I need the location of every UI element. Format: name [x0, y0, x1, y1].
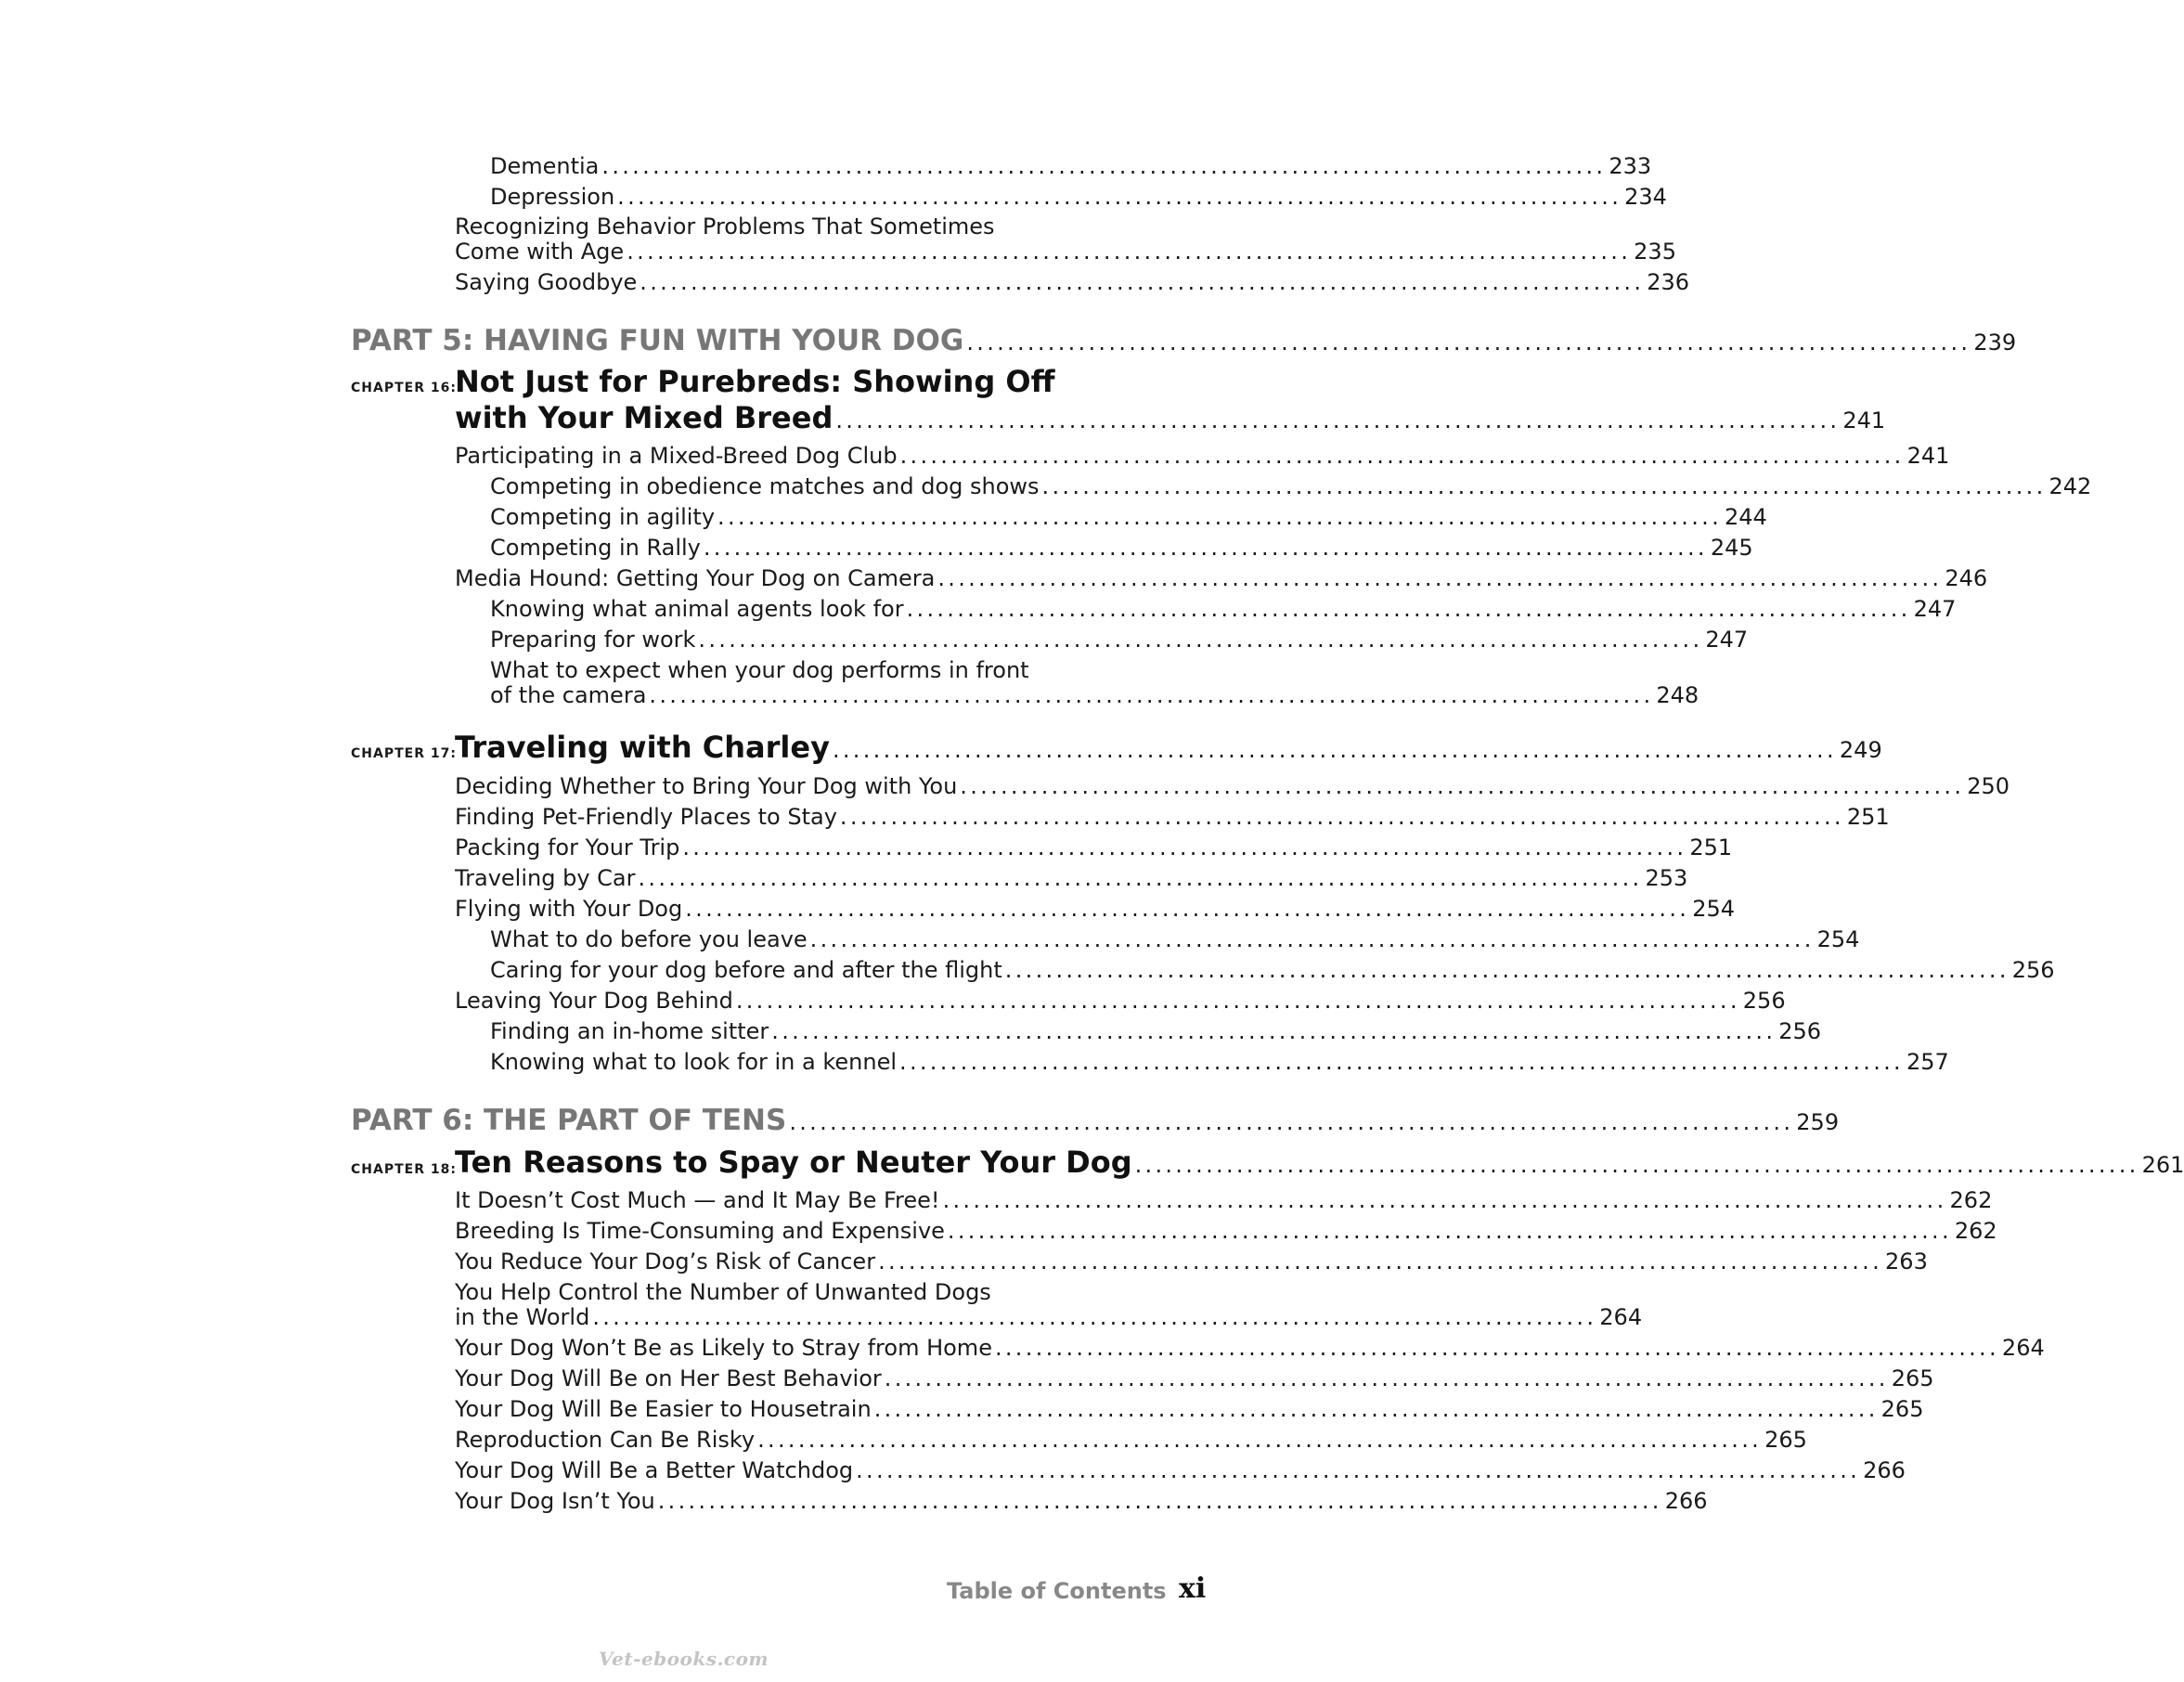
- toc-entry: [455, 565, 1988, 591]
- toc-entry: [455, 269, 1690, 295]
- page-number: 241: [1842, 408, 1886, 433]
- page-number: 251: [1689, 835, 1733, 860]
- chapter-label: CHAPTER 17:: [351, 746, 457, 761]
- dot-leader: ...................................................................................................: [649, 682, 1654, 708]
- page-number: 251: [1846, 804, 1890, 830]
- chapter-title-line2: with Your Mixed Breed: [455, 400, 834, 435]
- entry-title: You Reduce Your Dog’s Risk of Cancer: [455, 1249, 876, 1274]
- page-number: 256: [1778, 1018, 1822, 1044]
- toc-entry: [490, 184, 1667, 210]
- page-number: 262: [1949, 1187, 1993, 1213]
- toc-entry: [490, 153, 1652, 179]
- entry-title: Flying with Your Dog: [455, 896, 683, 922]
- entry-title: Preparing for work: [490, 627, 696, 653]
- toc-entry: [455, 865, 1688, 891]
- dot-leader: ...................................................................................................: [839, 804, 1844, 830]
- chapter-title-line1: Not Just for Purebreds: Showing Off: [455, 364, 1055, 399]
- entry-title-line2: Come with Age: [455, 239, 625, 265]
- toc-entry: [490, 1018, 1822, 1044]
- dot-leader: ...................................................................................................: [601, 153, 1607, 179]
- dot-leader: ...................................................................................................: [856, 1457, 1861, 1483]
- page-number: 250: [1967, 773, 2010, 799]
- dot-leader: ...................................................................................................: [960, 773, 1965, 799]
- toc-entry: [490, 473, 2092, 499]
- toc-entry: [455, 1488, 1708, 1514]
- entry-title: Saying Goodbye: [455, 269, 638, 295]
- chapter-heading: [455, 1145, 2184, 1180]
- dot-leader: ...................................................................................................: [682, 835, 1687, 860]
- dot-leader: ...................................................................................................: [832, 737, 1837, 763]
- entry-title: Finding an in-home sitter: [490, 1018, 769, 1044]
- entry-title: Depression: [490, 184, 615, 210]
- dot-leader: ...................................................................................................: [617, 184, 1622, 210]
- toc-entry: [490, 682, 1699, 708]
- page-number: 256: [1742, 988, 1786, 1014]
- page-number: 264: [1599, 1304, 1643, 1330]
- entry-title: Competing in agility: [490, 504, 716, 530]
- page-number: 256: [2011, 957, 2055, 983]
- dot-leader: ...................................................................................................: [966, 330, 1971, 356]
- entry-title-line2: in the World: [455, 1304, 590, 1330]
- entry-title: It Doesn’t Cost Much — and It May Be Free!: [455, 1187, 940, 1213]
- dot-leader: ...................................................................................................: [640, 269, 1645, 295]
- toc-entry: [455, 443, 1950, 469]
- page-number: 234: [1624, 184, 1667, 210]
- chapter-title: Ten Reasons to Spay or Neuter Your Dog: [455, 1145, 1132, 1180]
- chapter-heading: [455, 730, 1882, 765]
- entry-title: Competing in Rally: [490, 535, 701, 561]
- dot-leader: ...................................................................................................: [899, 1049, 1904, 1075]
- dot-leader: ...................................................................................................: [592, 1304, 1597, 1330]
- toc-entry: [490, 596, 1957, 622]
- entry-title: Finding Pet-Friendly Places to Stay: [455, 804, 837, 830]
- page-number: 254: [1692, 896, 1736, 922]
- dot-leader: ...................................................................................................: [947, 1218, 1952, 1244]
- page-number: 247: [1913, 596, 1957, 622]
- dot-leader: ...................................................................................................: [809, 926, 1815, 952]
- entry-title: Deciding Whether to Bring Your Dog with You: [455, 773, 958, 799]
- dot-leader: ...................................................................................................: [937, 565, 1943, 591]
- dot-leader: ...................................................................................................: [884, 1365, 1889, 1391]
- page-number: 235: [1634, 239, 1676, 265]
- dot-leader: ...................................................................................................: [757, 1427, 1763, 1453]
- watermark: Vet-ebooks.com: [599, 1648, 769, 1670]
- entry-title: Traveling by Car: [455, 865, 636, 891]
- page-number: 265: [1880, 1396, 1924, 1422]
- page-number: 265: [1764, 1427, 1807, 1453]
- page-folio: xi: [1179, 1572, 1207, 1605]
- entry-title: Breeding Is Time-Consuming and Expensive: [455, 1218, 945, 1244]
- dot-leader: ...................................................................................................: [878, 1249, 1883, 1274]
- chapter-heading: [455, 400, 1886, 435]
- chapter-label: CHAPTER 18:: [351, 1162, 457, 1177]
- page-number: 233: [1609, 153, 1652, 179]
- entry-title-line2: of the camera: [490, 682, 647, 708]
- entry-title-line1: What to expect when your dog performs in front: [490, 657, 1029, 683]
- entry-title-line1: Recognizing Behavior Problems That Sometimes: [455, 213, 995, 239]
- page-number: 239: [1973, 330, 2017, 356]
- toc-entry: [455, 1427, 1807, 1453]
- page-number: 265: [1891, 1365, 1934, 1391]
- running-footer: Table of Contents: [947, 1578, 1167, 1604]
- toc-entry: [455, 896, 1736, 922]
- toc-entry: [455, 1304, 1643, 1330]
- dot-leader: ...................................................................................................: [899, 443, 1905, 469]
- dot-leader: ...................................................................................................: [835, 408, 1841, 433]
- page-number: 262: [1954, 1218, 1997, 1244]
- toc-entry: [455, 1457, 1906, 1483]
- page-number: 246: [1945, 565, 1988, 591]
- entry-title: Packing for Your Trip: [455, 835, 680, 860]
- page-number: 266: [1863, 1457, 1906, 1483]
- entry-title: Your Dog Will Be on Her Best Behavior: [455, 1365, 882, 1391]
- page-number: 257: [1906, 1049, 1949, 1075]
- toc-entry: [455, 988, 1786, 1014]
- toc-entry: [455, 835, 1733, 860]
- page-number: 244: [1725, 504, 1767, 530]
- page-number: 242: [2048, 473, 2092, 499]
- page-number: 241: [1906, 443, 1950, 469]
- page-number: 264: [2001, 1335, 2045, 1361]
- toc-entry: [490, 926, 1860, 952]
- toc-entry: [455, 1335, 2045, 1361]
- toc-entry: [455, 239, 1676, 265]
- page-number: 245: [1710, 535, 1753, 561]
- toc-entry: [455, 1187, 1993, 1213]
- part-title: PART 5: HAVING FUN WITH YOUR DOG: [351, 324, 964, 357]
- part-title: PART 6: THE PART OF TENS: [351, 1104, 787, 1137]
- entry-title: Knowing what animal agents look for: [490, 596, 904, 622]
- toc-entry: [455, 1249, 1928, 1274]
- entry-title: Reproduction Can Be Risky: [455, 1427, 756, 1453]
- part-heading: [351, 324, 2017, 357]
- toc-entry: [490, 504, 1767, 530]
- entry-title: Knowing what to look for in a kennel: [490, 1049, 898, 1075]
- toc-entry: [455, 1365, 1934, 1391]
- chapter-title: Traveling with Charley: [455, 730, 830, 765]
- dot-leader: ...................................................................................................: [685, 896, 1690, 922]
- toc-entry: [490, 535, 1753, 561]
- entry-title: Your Dog Will Be Easier to Housetrain: [455, 1396, 872, 1422]
- entry-title: Your Dog Isn’t You: [455, 1488, 655, 1514]
- page-number: 254: [1816, 926, 1860, 952]
- entry-title: Participating in a Mixed-Breed Dog Club: [455, 443, 898, 469]
- dot-leader: ...................................................................................................: [717, 504, 1723, 530]
- toc-entry: [490, 957, 2055, 983]
- toc-entry: [455, 1396, 1924, 1422]
- dot-leader: ...................................................................................................: [1134, 1152, 2139, 1178]
- dot-leader: ...................................................................................................: [789, 1109, 1794, 1135]
- toc-entry: [455, 804, 1890, 830]
- page-number: 247: [1705, 627, 1749, 653]
- entry-title: Media Hound: Getting Your Dog on Camera: [455, 565, 936, 591]
- page-number: 261: [2141, 1152, 2184, 1178]
- dot-leader: ...................................................................................................: [657, 1488, 1662, 1514]
- entry-title: What to do before you leave: [490, 926, 808, 952]
- dot-leader: ...................................................................................................: [735, 988, 1740, 1014]
- toc-entry: [455, 773, 2010, 799]
- dot-leader: ...................................................................................................: [873, 1396, 1879, 1422]
- page-number: 259: [1796, 1109, 1840, 1135]
- entry-title: Caring for your dog before and after the flight: [490, 957, 1002, 983]
- dot-leader: ...................................................................................................: [771, 1018, 1777, 1044]
- entry-title: Dementia: [490, 153, 600, 179]
- toc-entry: [490, 1049, 1949, 1075]
- toc-entry: [490, 627, 1749, 653]
- entry-title: Your Dog Will Be a Better Watchdog: [455, 1457, 854, 1483]
- part-heading: [351, 1104, 1840, 1137]
- dot-leader: ...................................................................................................: [994, 1335, 1999, 1361]
- dot-leader: ...................................................................................................: [906, 596, 1911, 622]
- entry-title: Leaving Your Dog Behind: [455, 988, 733, 1014]
- page-number: 236: [1647, 269, 1690, 295]
- dot-leader: ...................................................................................................: [1004, 957, 2010, 983]
- dot-leader: ...................................................................................................: [1041, 473, 2047, 499]
- chapter-label: CHAPTER 16:: [351, 381, 457, 395]
- toc-entry: [455, 1218, 1997, 1244]
- entry-title: Your Dog Won’t Be as Likely to Stray from Home: [455, 1335, 992, 1361]
- page-number: 253: [1645, 865, 1688, 891]
- entry-title-line1: You Help Control the Number of Unwanted Dogs: [455, 1279, 991, 1305]
- page-number: 249: [1839, 737, 1882, 763]
- entry-title: Competing in obedience matches and dog shows: [490, 473, 1040, 499]
- dot-leader: ...................................................................................................: [703, 535, 1708, 561]
- dot-leader: ...................................................................................................: [638, 865, 1643, 891]
- dot-leader: ...................................................................................................: [942, 1187, 1947, 1213]
- dot-leader: ...................................................................................................: [627, 239, 1632, 265]
- page-number: 263: [1885, 1249, 1928, 1274]
- dot-leader: ...................................................................................................: [698, 627, 1703, 653]
- page-number: 266: [1664, 1488, 1708, 1514]
- page-number: 248: [1656, 682, 1699, 708]
